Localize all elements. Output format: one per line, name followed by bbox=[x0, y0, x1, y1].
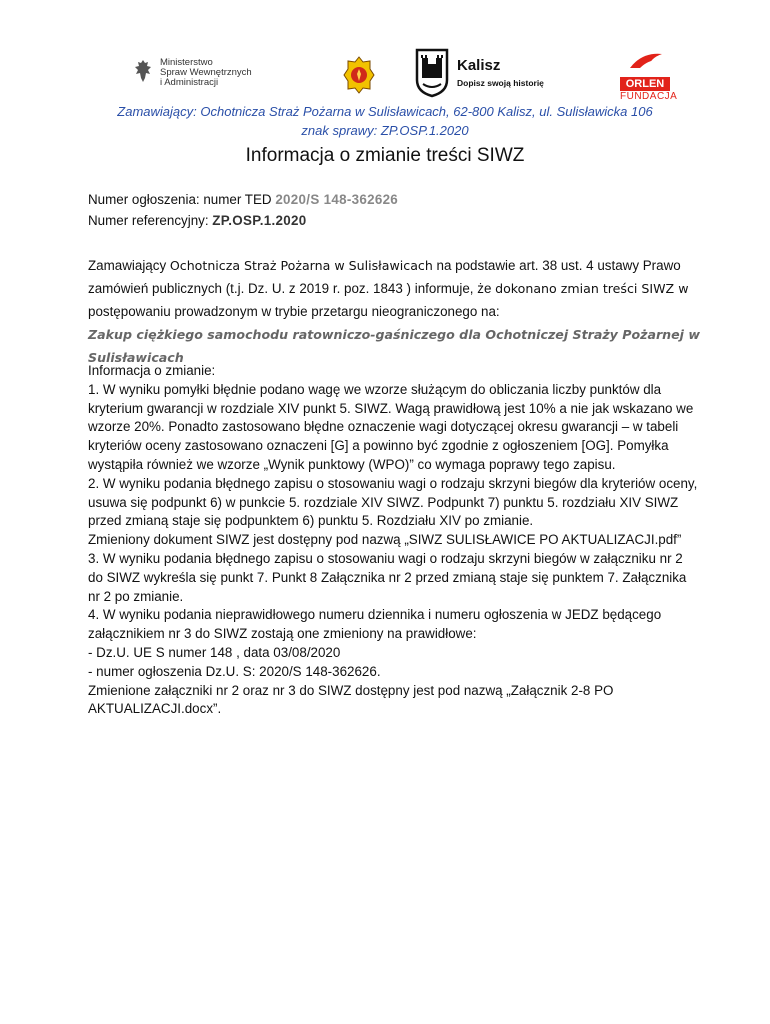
intro-text: zamówień publicznych (t.j. Dz. U. z 2019 r. poz. 1843 ) informuje, że bbox=[88, 281, 496, 296]
change-line: przed zmianą staje się podpunktem 6) punktu 5. Rozdziału XIV po zmianie. bbox=[88, 513, 534, 529]
change-line: Informacja o zmianie: bbox=[88, 363, 216, 378]
reference-number bbox=[88, 213, 728, 228]
change-line: Zmieniony dokument SIWZ jest dostępny pod nazwą „SIWZ SULISŁAWICE PO AKTUALIZACJI.pdf” bbox=[88, 532, 682, 548]
change-line: wystąpiła również we wzorze „Wynik punktowy (WPO)” co wymaga poprawy tego zapisu. bbox=[88, 456, 616, 472]
ministry-line: i Administracji bbox=[160, 77, 219, 88]
change-line: - numer ogłoszenia Dz.U. S: 2020/S 148-362626. bbox=[88, 663, 381, 679]
case-reference-line: znak sprawy: ZP.OSP.1.2020 bbox=[301, 123, 469, 138]
fire-brigade-emblem-icon bbox=[343, 56, 375, 94]
change-line: AKTUALIZACJI.docx”. bbox=[88, 701, 222, 717]
change-line: do SIWZ wykreśla się punkt 7. Punkt 8 Załącznika nr 2 przed zmianą staje się punktem 7. Załącznika bbox=[88, 569, 687, 585]
page-title: Informacja o zmianie treści SIWZ bbox=[245, 145, 525, 166]
intro-text: postępowaniu prowadzonym w trybie przetargu nieograniczonego na: bbox=[88, 304, 500, 319]
change-line: Zmienione załączniki nr 2 oraz nr 3 do SIWZ dostępny jest pod nazwą „Załącznik 2-8 PO bbox=[88, 682, 614, 698]
change-line: kryterium gwarancji w rozdziale XIV punkt 5. SIWZ. Wagą prawidłową jest 10% a nie jak wskazano we bbox=[88, 400, 694, 416]
intro-authority: Ochotnicza Straż Pożarna w Sulisławicach bbox=[169, 258, 433, 273]
change-line: kryteriów oceny zastosowano oznaczeni [G] a powinno być zgodnie z ogłoszeniem [OG]. Pomyłka bbox=[88, 438, 669, 454]
change-line: 2. W wyniku podania błędnego zapisu o stosowaniu wagi o rodzaju skrzyni biegów dla kryteriów oceny, bbox=[88, 475, 698, 491]
intro-changes-note: dokonano zmian treści SIWZ w bbox=[495, 281, 689, 296]
kalisz-shield-icon bbox=[415, 48, 449, 98]
ministry-line: Ministerstwo bbox=[160, 57, 213, 68]
reference-label: Numer referencyjny: bbox=[88, 213, 213, 228]
ministry-line: Spraw Wewnętrznych bbox=[160, 67, 252, 78]
logo-bar bbox=[0, 48, 770, 104]
change-line: 3. W wyniku podania błędnego zapisu o stosowaniu wagi o rodzaju skrzyni biegów w załączniku nr 2 bbox=[88, 550, 683, 566]
orlen-name: ORLEN bbox=[620, 77, 670, 91]
fire-brigade-logo bbox=[343, 56, 375, 99]
announcement-value: 2020/S 148-362626 bbox=[275, 192, 399, 207]
kalisz-name: Kalisz bbox=[457, 57, 501, 74]
announcement-label: Numer ogłoszenia: numer TED bbox=[88, 192, 276, 207]
change-line: załącznikiem nr 3 do SIWZ zostają one zmieniony na prawidłowe: bbox=[88, 626, 477, 642]
change-line: wzorze 20%. Ponadto zastosowano błędne oznaczenie wagi dotyczącej okresu gwarancji – w tabeli bbox=[88, 419, 679, 435]
procurement-subject: Zakup ciężkiego samochodu ratowniczo-gaśniczego dla Ochotniczej Straży Pożarnej w Sulisławicach bbox=[88, 327, 701, 365]
announcement-number bbox=[88, 192, 728, 207]
change-line: - Dz.U. UE S numer 148 , data 03/08/2020 bbox=[88, 644, 341, 660]
intro-paragraph bbox=[88, 254, 728, 369]
change-line: 1. W wyniku pomyłki błędnie podano wagę we wzorze służącym do obliczania liczby punktów dla bbox=[88, 381, 662, 397]
kalisz-logo bbox=[415, 48, 544, 98]
orlen-logo bbox=[620, 50, 678, 102]
intro-text: na podstawie art. 38 ust. 4 ustawy Prawo bbox=[432, 258, 681, 273]
change-line: nr 2 po zmianie. bbox=[88, 588, 184, 604]
reference-value: ZP.OSP.1.2020 bbox=[212, 213, 307, 228]
ministry-logo bbox=[132, 58, 252, 88]
contracting-authority-line: Zamawiający: Ochotnicza Straż Pożarna w Sulisławicach, 62-800 Kalisz, ul. Sulisławicka 106 bbox=[117, 104, 653, 119]
polish-eagle-icon bbox=[132, 58, 154, 84]
change-information bbox=[88, 362, 728, 719]
orlen-eagle-icon bbox=[620, 50, 670, 70]
orlen-foundation: FUNDACJA bbox=[620, 91, 678, 102]
change-line: usuwa się podpunkt 6) w punkcie 5. rozdziale XIV SIWZ. Podpunkt 7) punktu 5. rozdziału XIV SIWZ bbox=[88, 494, 679, 510]
intro-text: Zamawiający bbox=[88, 258, 170, 273]
kalisz-tagline: Dopisz swoją historię bbox=[457, 78, 544, 88]
change-line: 4. W wyniku podania nieprawidłowego numeru dziennika i numeru ogłoszenia w JEDZ będącego bbox=[88, 607, 662, 623]
